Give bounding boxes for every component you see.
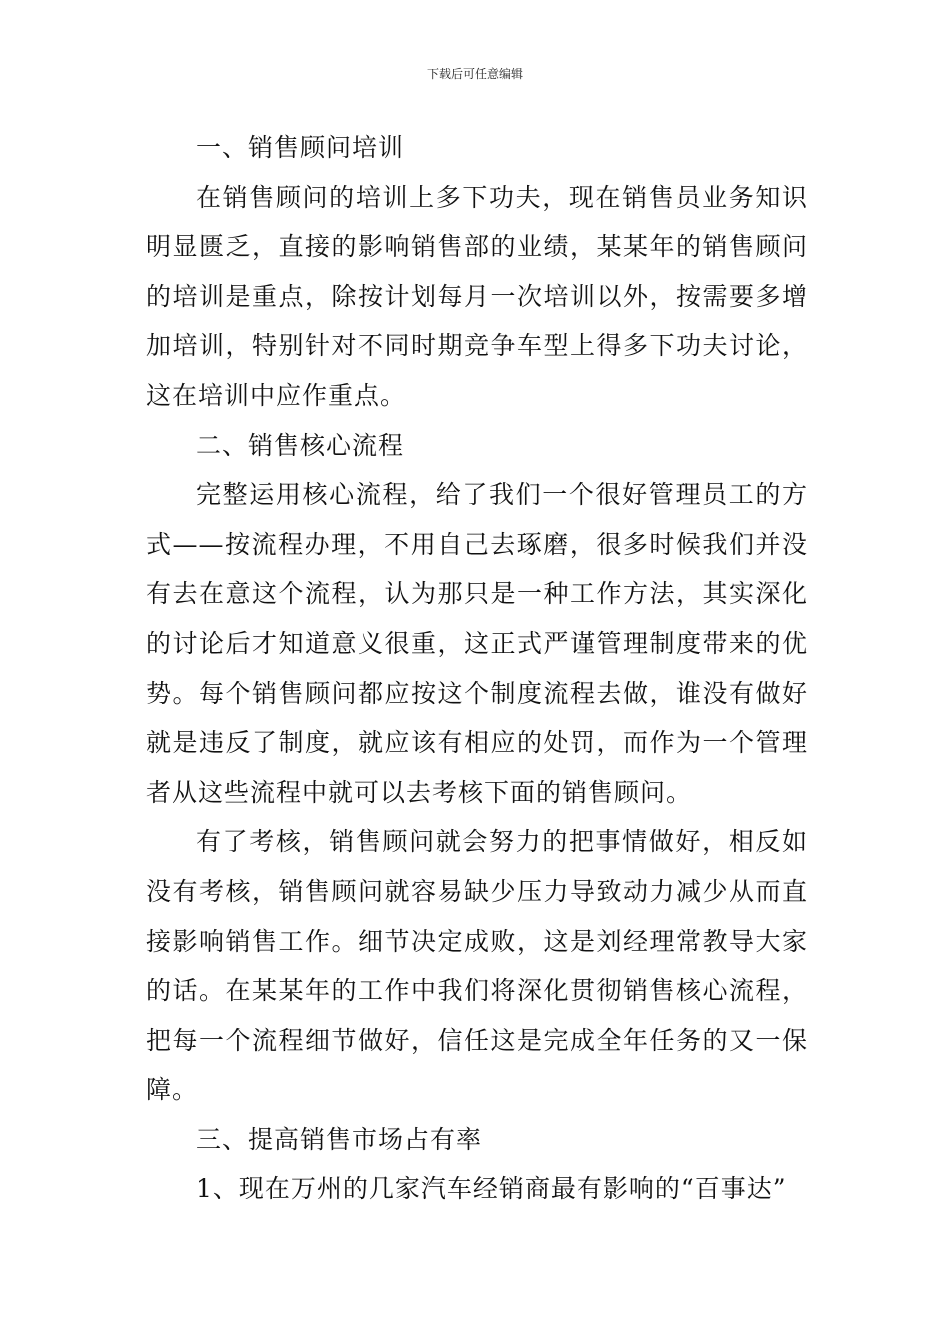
section-heading-3: 三、提高销售市场占有率 [196,1124,483,1154]
paragraph-assessment: 有了考核，销售顾问就会努力的把事情做好，相反如没有考核，销售顾问就容易缺少压力导致动力减少从而直接影响销售工作。细节决定成败，这是刘经理常教导大家的话。在某某年的工作中我们将深化贯彻销售核心流程，把每一个流程细节做好，信任这是完成全年任务的又一保障。 [146,827,808,1105]
paragraph-market-share: 1、现在万州的几家汽车经销商最有影响的“百事达” [196,1174,787,1204]
section-heading-2: 二、销售核心流程 [196,430,405,460]
paragraph-training: 在销售顾问的培训上多下功夫，现在销售员业务知识明显匮乏，直接的影响销售部的业绩，某某年的销售顾问的培训是重点，除按计划每月一次培训以外，按需要多增加培训，特别针对不同时期竞争车型上得多下功夫讨论，这在培训中应作重点。 [146,182,808,410]
page-header: 下载后可任意编辑 [426,67,523,81]
section-heading-1: 一、销售顾问培训 [196,133,405,162]
paragraph-core-process: 完整运用核心流程，给了我们一个很好管理员工的方式——按流程办理，不用自己去琢磨，很多时候我们并没有去在意这个流程，认为那只是一种工作方法，其实深化的讨论后才知道意义很重，这正式严谨管理制度带来的优势。每个销售顾问都应按这个制度流程去做，谁没有做好就是违反了制度，就应该有相应的处罚，而作为一个管理者从这些流程中就可以去考核下面的销售顾问。 [146,480,808,807]
document-body [146,123,808,1214]
